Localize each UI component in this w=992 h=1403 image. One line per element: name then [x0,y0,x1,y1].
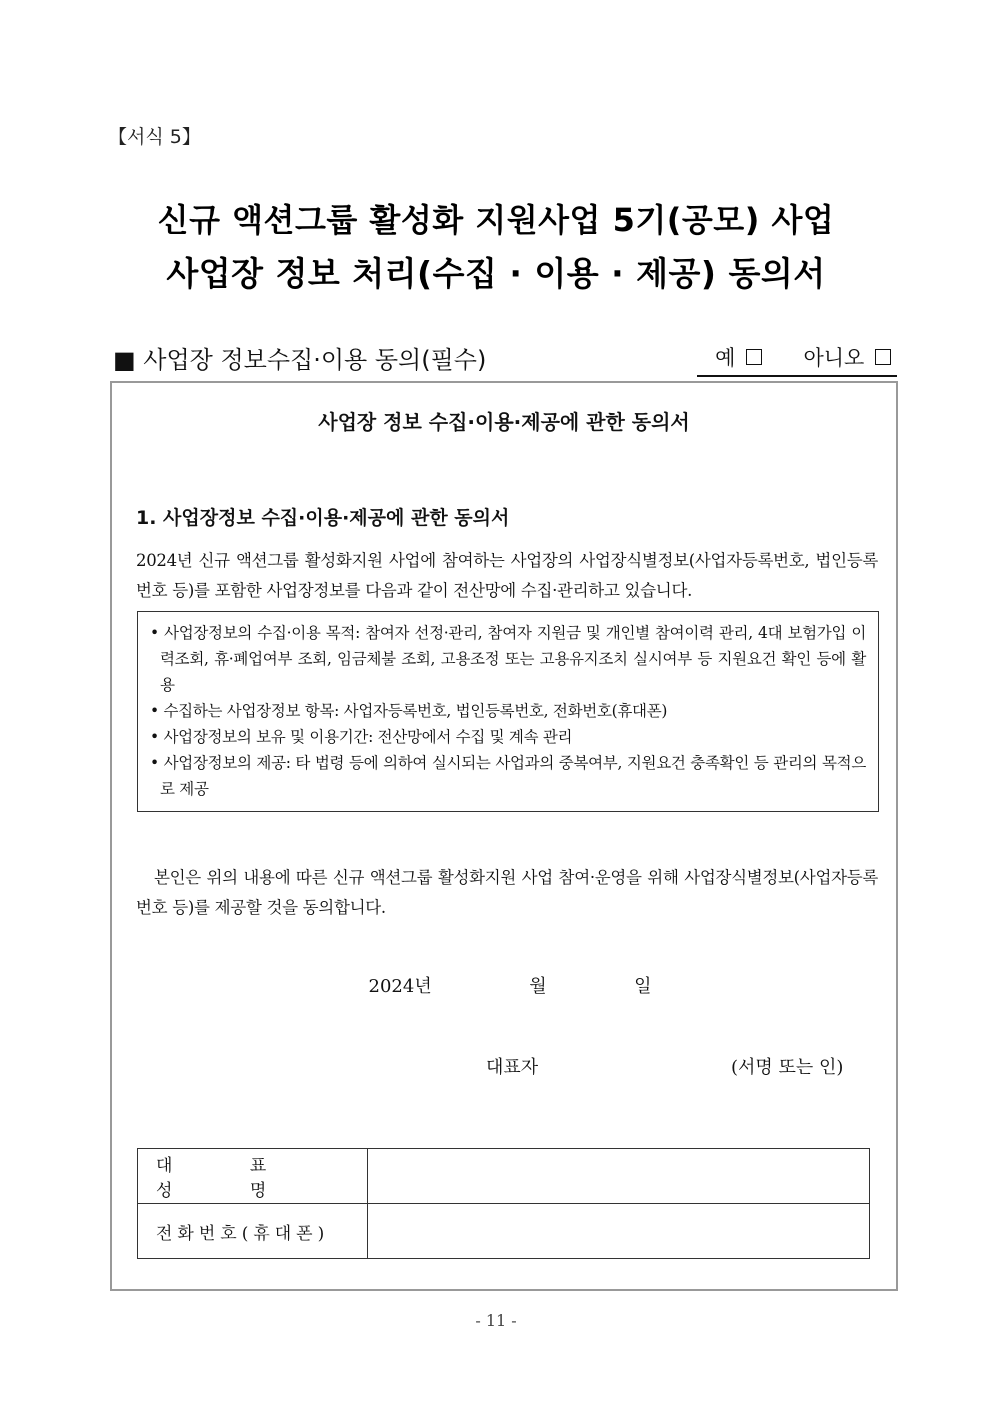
bullet-retention: • 사업장정보의 보유 및 이용기간: 전산망에서 수집 및 계속 관리 [150,728,573,746]
bullet-provision: • 사업장정보의 제공: 타 법령 등에 의하여 실시되는 사업과의 중복여부, 지원요건 충족확인 등 관리의 목적으로 제공 [150,754,866,798]
document-title-line2: 사업장 정보 처리(수집 · 이용 · 제공) 동의서 [166,254,826,293]
representative-label: 대표자 [486,1057,539,1078]
phone-label [138,1204,368,1259]
no-checkbox[interactable] [875,349,891,365]
date-day: 일 [634,976,652,997]
signature-label: (서명 또는 인) [731,1057,844,1078]
bullet-purpose: • 사업장정보의 수집·이용 목적: 참여자 선정·관리, 참여자 지원금 및 개인별 참여이력 관리, 4대 보험가입 이력조회, 휴·폐업여부 조회, 임금체불 조회, 고용조정 또는 고용유지조치 실시여부 등 지원요건 확인 등에 활용 [150,624,866,694]
rep-name-field[interactable] [368,1149,870,1204]
rep-name-label-text: 대 표 성 명 [156,1156,303,1201]
box-title: 사업장 정보 수집·이용·제공에 관한 동의서 [318,410,690,434]
intro-paragraph: 2024년 신규 액션그룹 활성화지원 사업에 참여하는 사업장의 사업장식별정보(사업자등록번호, 법인등록번호 등)를 포함한 사업장정보를 다음과 같이 전산망에 수집·관리하고 있습니다. [136,551,878,600]
table-row [138,1204,870,1259]
representative-info-table [137,1148,870,1259]
phone-field[interactable] [368,1204,870,1259]
section-header-row [113,340,897,376]
document-title-line1: 신규 액션그룹 활성화 지원사업 5기(공모) 사업 [157,201,835,239]
rep-name-label [138,1149,368,1204]
date-line [0,972,992,998]
date-year: 2024년 [368,976,432,997]
table-row [138,1149,870,1204]
agreement-paragraph: 본인은 위의 내용에 따른 신규 액션그룹 활성화지원 사업 참여·운영을 위해 사업장식별정보(사업자등록번호 등)를 제공할 것을 동의합니다. [136,868,878,917]
yes-label: 예 [715,346,736,370]
section-heading: ■ 사업장 정보수집·이용 동의(필수) [113,346,487,374]
item1-heading: 1. 사업장정보 수집·이용·제공에 관한 동의서 [136,507,510,529]
yes-checkbox[interactable] [746,349,762,365]
phone-label-text: 전화번호(휴대폰) [156,1223,330,1244]
purpose-details-box [137,611,879,812]
consent-choice [697,342,897,377]
page-number: - 11 - [475,1311,517,1330]
no-label: 아니오 [803,346,865,370]
form-label: 【서식 5】 [108,126,201,148]
bullet-items: • 수집하는 사업장정보 항목: 사업자등록번호, 법인등록번호, 전화번호(휴대폰) [150,702,668,720]
date-month: 월 [529,976,547,997]
